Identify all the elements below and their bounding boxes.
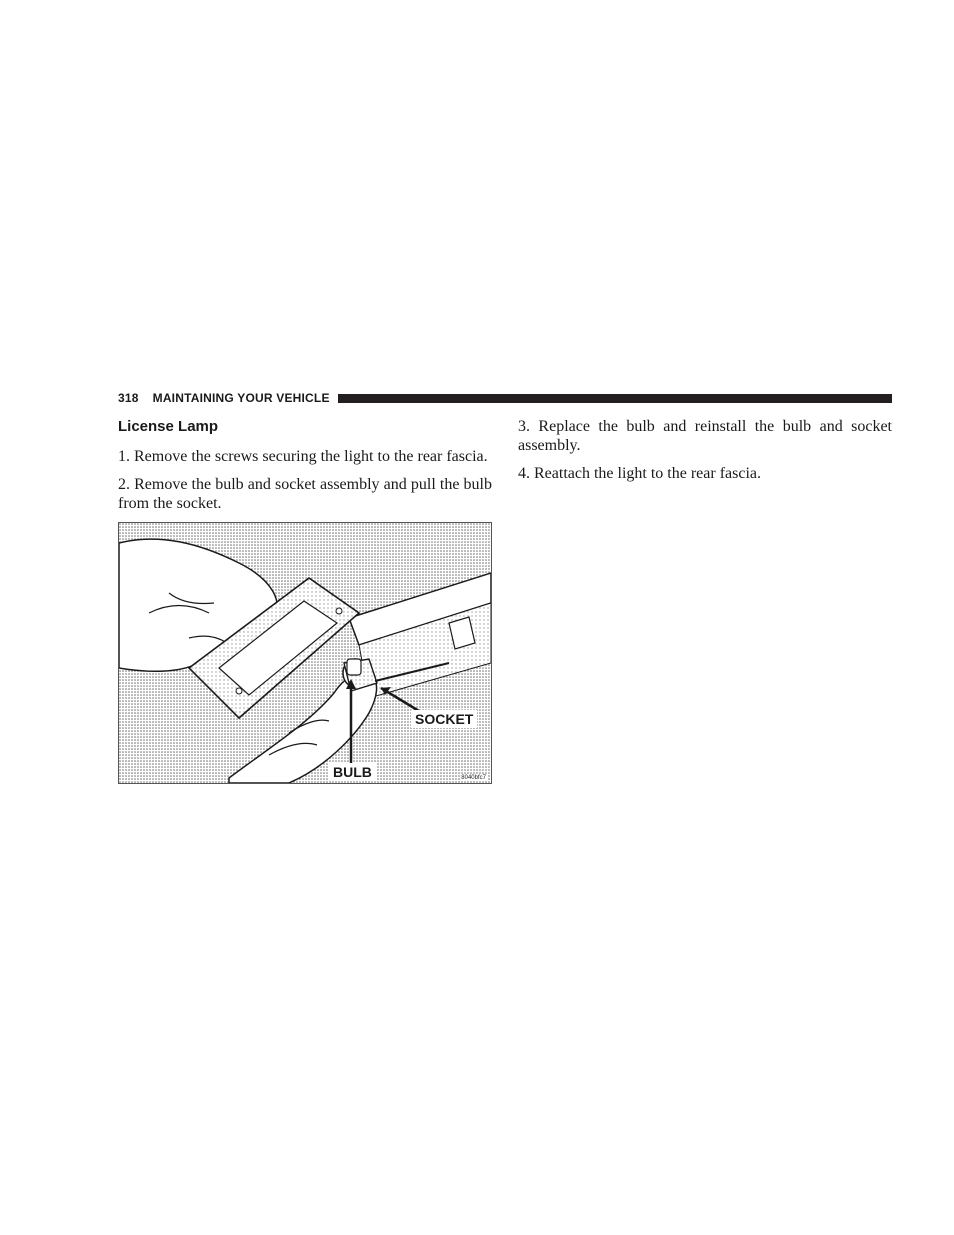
section-heading: License Lamp <box>118 418 219 435</box>
page-number: 318 <box>118 391 139 405</box>
header-rule <box>338 394 892 403</box>
illustration-drawing <box>119 523 491 783</box>
license-lamp-illustration <box>118 522 492 784</box>
socket-callout: SOCKET <box>411 710 477 728</box>
page-header <box>118 388 892 408</box>
bulb-callout: BULB <box>329 763 376 781</box>
left-column <box>118 417 492 784</box>
step-3: 3. Replace the bulb and reinstall the bulb and socket assembly. <box>518 418 892 454</box>
figure-code: 8040bfc7 <box>461 775 486 781</box>
right-column <box>518 417 892 492</box>
step-1: 1. Remove the screws securing the light to the rear fascia. <box>118 448 488 465</box>
section-title: MAINTAINING YOUR VEHICLE <box>152 391 330 405</box>
step-4: 4. Reattach the light to the rear fascia. <box>518 465 762 482</box>
step-2: 2. Remove the bulb and socket assembly and pull the bulb from the socket. <box>118 476 492 512</box>
